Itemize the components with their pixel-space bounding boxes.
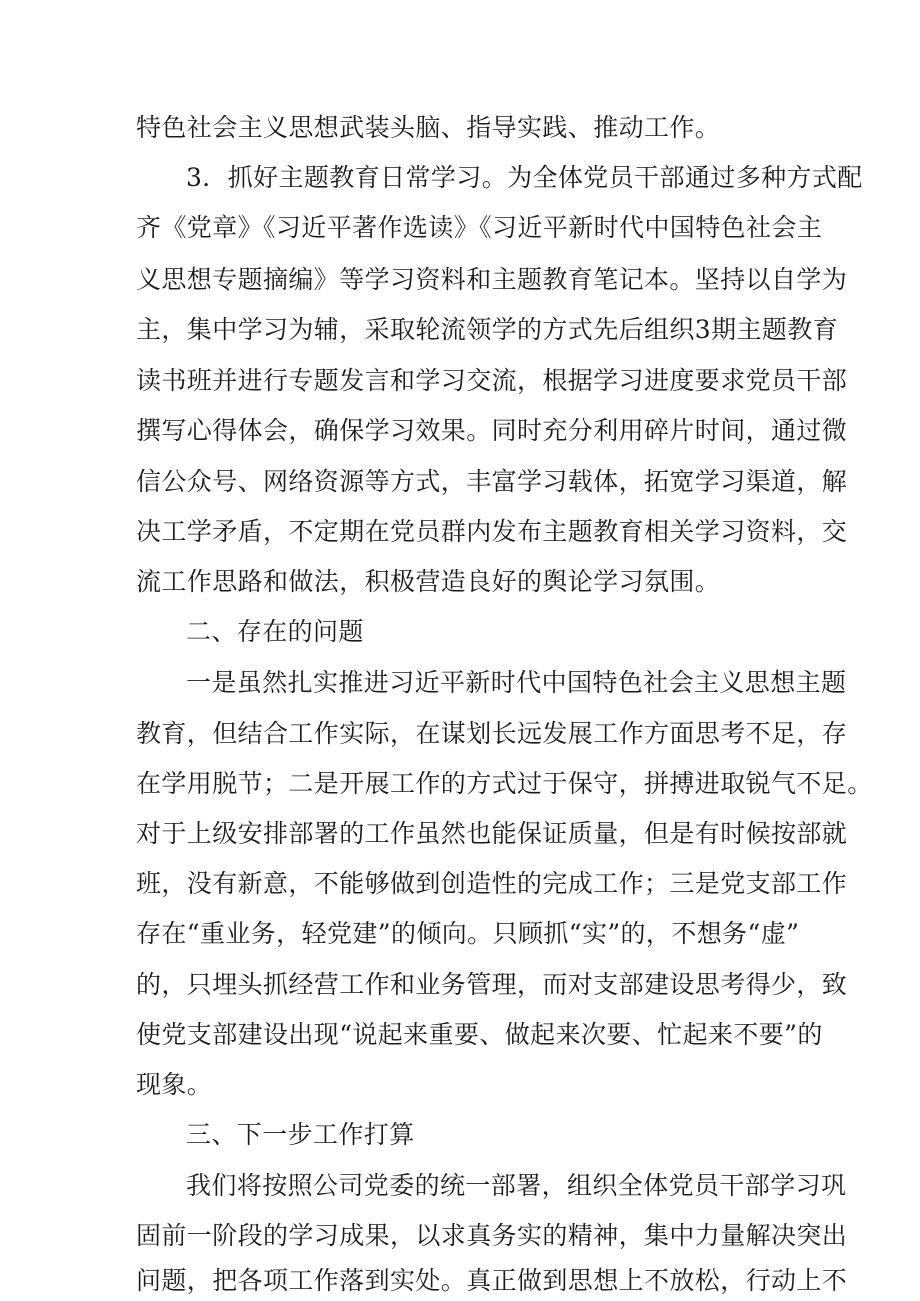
text-line: 在学用脱节；二是开展工作的方式过于保守，拼搏进取锐气不足。 bbox=[136, 769, 873, 798]
text-line: 流工作思路和做法，积极营造良好的舆论学习氛围。 bbox=[136, 567, 721, 596]
text-line: 现象。 bbox=[136, 1070, 213, 1099]
section-heading-next-steps: 三、下一步工作打算 bbox=[186, 1120, 415, 1149]
text-line: 固前一阶段的学习成果，以求真务实的精神，集中力量解决突出 bbox=[136, 1221, 848, 1250]
text-line: 我们将按照公司党委的统一部署，组织全体党员干部学习巩 bbox=[186, 1171, 847, 1200]
text-line: 决工学矛盾，不定期在党员群内发布主题教育相关学习资料，交 bbox=[136, 517, 848, 546]
text-line: 主，集中学习为辅，采取轮流领学的方式先后组织3期主题教育 bbox=[136, 315, 839, 344]
text-line: 对于上级安排部署的工作虽然也能保证质量，但是有时候按部就 bbox=[136, 819, 848, 848]
text-line: 教育，但结合工作实际，在谋划长远发展工作方面思考不足，存 bbox=[136, 719, 848, 748]
text-line: 使党支部建设出现“说起来重要、做起来次要、忙起来不要”的 bbox=[136, 1020, 823, 1049]
text-line: 的，只埋头抓经营工作和业务管理，而对支部建设思考得少，致 bbox=[136, 970, 848, 999]
text-line: 问题，把各项工作落到实处。真正做到思想上不放松，行动上不 bbox=[136, 1266, 848, 1295]
text-line: 撰写心得体会，确保学习效果。同时充分利用碎片时间，通过微 bbox=[136, 416, 848, 445]
text-line: 义思想专题摘编》等学习资料和主题教育笔记本。坚持以自学为 bbox=[136, 265, 848, 294]
text-line: 齐《党章》《习近平著作选读》《习近平新时代中国特色社会主 bbox=[136, 213, 823, 242]
paragraph-3-heading-line: 3．抓好主题教育日常学习。为全体党员干部通过多种方式配 bbox=[186, 163, 863, 192]
text-line: 存在“重业务，轻党建”的倾向。只顾抓“实”的，不想务“虚” bbox=[136, 919, 800, 948]
text-line: 班，没有新意，不能够做到创造性的完成工作；三是党支部工作 bbox=[136, 869, 848, 898]
text-line: 一是虽然扎实推进习近平新时代中国特色社会主义思想主题 bbox=[186, 668, 847, 697]
section-heading-problems: 二、存在的问题 bbox=[186, 617, 364, 646]
text-line: 读书班并进行专题发言和学习交流，根据学习进度要求党员干部 bbox=[136, 366, 848, 395]
text-line: 信公众号、网络资源等方式，丰富学习载体，拓宽学习渠道，解 bbox=[136, 467, 848, 496]
text-line: 特色社会主义思想武装头脑、指导实践、推动工作。 bbox=[136, 113, 721, 142]
